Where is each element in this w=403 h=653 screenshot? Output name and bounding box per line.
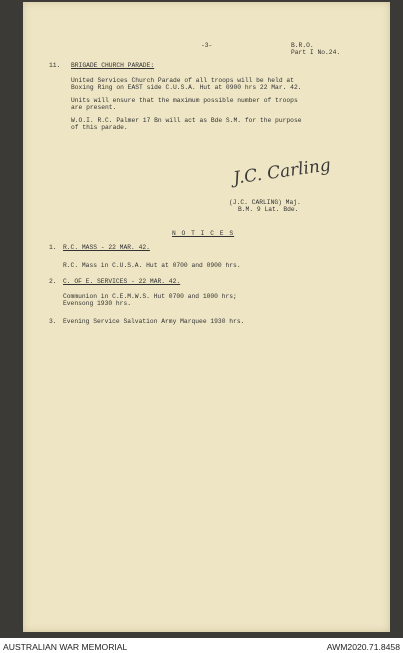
signature-name: (J.C. CARLING) Maj. <box>229 199 301 206</box>
signature-title: B.M. 9 Lat. Bde. <box>238 206 299 213</box>
notice-line: Evening Service Salvation Army Marquee 1930 hrs. <box>63 318 245 325</box>
notice-line: Evensong 1930 hrs. <box>63 300 132 307</box>
footer-institution: AUSTRALIAN WAR MEMORIAL <box>3 642 128 652</box>
notices-heading: N O T I C E S <box>172 230 235 237</box>
item-heading: BRIGADE CHURCH PARADE: <box>71 62 155 69</box>
paragraph-line: United Services Church Parade of all troops will be held at <box>71 77 294 84</box>
paragraph-line: Boxing Ring on EAST side C.U.S.A. Hut at 0900 hrs 22 Mar. 42. <box>71 84 302 91</box>
footer-bar <box>0 638 403 653</box>
paragraph-line: are present. <box>71 104 117 111</box>
notice-number: 3. <box>49 318 57 325</box>
paragraph-line: W.O.I. R.C. Palmer 17 Bn will act as Bde S.M. for the purpose <box>71 117 302 124</box>
document-page <box>23 2 390 632</box>
paragraph-line: Units will ensure that the maximum possible number of troops <box>71 97 298 104</box>
handwritten-signature: J.C. Carling <box>232 155 333 189</box>
footer-accession-number: AWM2020.71.8458 <box>326 642 400 652</box>
item-number: 11. <box>49 62 61 69</box>
ref-line-2: Part I No.24. <box>291 49 341 56</box>
page-number: -3- <box>201 42 213 49</box>
paragraph-line: of this parade. <box>71 124 128 131</box>
notice-number: 1. <box>49 244 57 251</box>
notice-line: Communion in C.E.M.W.S. Hut 0700 and 1000 hrs; <box>63 293 237 300</box>
ref-line-1: B.R.O. <box>291 42 314 49</box>
notice-title: C. OF E. SERVICES - 22 MAR. 42. <box>63 278 181 285</box>
notice-title: R.C. MASS - 22 MAR. 42. <box>63 244 150 251</box>
notice-number: 2. <box>49 278 57 285</box>
notice-line: R.C. Mass in C.U.S.A. Hut at 0700 and 0900 hrs. <box>63 262 241 269</box>
